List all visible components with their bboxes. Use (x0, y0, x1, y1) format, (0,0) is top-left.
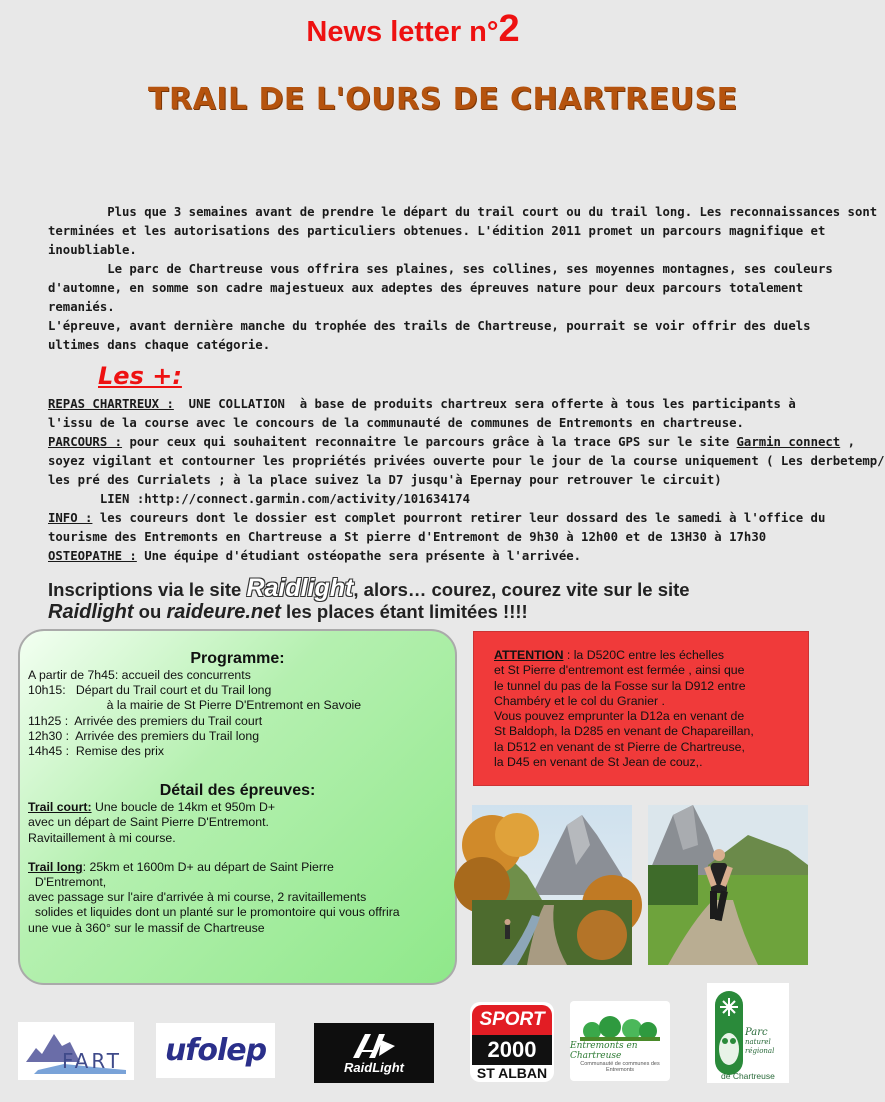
inscriptions-text-2: , alors… courez, courez vite sur le site (353, 579, 690, 600)
repas-label: REPAS CHARTREUX : (48, 397, 174, 411)
newsletter-label: News letter n° (306, 16, 499, 48)
trail-long-text: : 25km et 1600m D+ au départ de Saint Pierre (82, 859, 334, 874)
inscriptions-text-3: les places étant limitées !!!! (280, 601, 528, 622)
sport-number: 2000 (472, 1035, 552, 1065)
intro-line: Plus que 3 semaines avant de prendre le départ du trail court ou du trail long. Les reconnaissances sont (48, 205, 878, 219)
entremonts-logo (570, 1001, 670, 1081)
attention-box (473, 631, 809, 786)
inscriptions-text: Inscriptions via le site (48, 579, 247, 600)
inscriptions-line-2 (48, 601, 528, 624)
info-text: les coureurs dont le dossier est complet pourront retirer leur dossard des le samedi à l'office du (92, 511, 826, 525)
osteo-text: Une équipe d'étudiant ostéopathe sera présente à l'arrivée. (136, 549, 582, 563)
programme-heading: Programme: (190, 650, 285, 667)
intro-line: terminées et les autorisations des particuliers obtenues. L'édition 2011 promet un parcours magnifique et (48, 224, 826, 238)
entremonts-subtitle: Communauté de communes des Entremonts (580, 1061, 660, 1073)
plus-details (48, 395, 885, 566)
parcours-text-end: , (840, 435, 855, 449)
intro-text (48, 203, 877, 355)
inscriptions-or: ou (133, 601, 167, 622)
attention-text: : la D520C entre les échelles (563, 648, 725, 662)
schedule-line: 14h45 : Remise des prix (28, 744, 165, 759)
photo-runner (648, 805, 808, 965)
parc-text-2: naturel (745, 1038, 771, 1046)
parc-text-4: de Chartreuse (721, 1071, 775, 1081)
schedule-line: 10h15: Départ du Trail court et du Trail long (28, 683, 272, 698)
osteo-label: OSTEOPATHE : (48, 549, 137, 563)
newsletter-number: 2 (498, 8, 520, 50)
schedule-line: 11h25 : Arrivée des premiers du Trail court (28, 713, 263, 728)
intro-line: Le parc de Chartreuse vous offrira ses plaines, ses collines, ses moyennes montagnes, ses couleurs (48, 262, 833, 276)
raidlight-link-big[interactable]: Raidlight (246, 574, 354, 602)
les-plus-heading: Les +: (98, 362, 182, 390)
schedule-line: A partir de 7h45: accueil des concurrents (28, 668, 251, 682)
parcours-text-2: soyez vigilant et contourner les propriétés privées ouverte pour le jour de la course uniquement ( Les derbetemp/ (48, 454, 885, 468)
detail-epreuves (20, 800, 455, 936)
trail-court-text-3: Ravitaillement à mi course. (28, 830, 176, 845)
parc-chartreuse-logo (707, 983, 789, 1083)
trail-court-label: Trail court: (28, 800, 92, 815)
attention-text: Chambéry et le col du Granier . (494, 693, 665, 708)
ufolep-text: ufolep (164, 1033, 267, 1068)
raidlight-link[interactable]: Raidlight (48, 601, 134, 623)
fart-text: FART (62, 1049, 123, 1073)
trail-court-text-2: avec un départ de Saint Pierre D'Entremont. (28, 815, 269, 830)
trail-long-text-2: D'Entremont, (28, 875, 107, 890)
photo-mountain-trail (472, 805, 632, 965)
repas-text-2: l'issu de la course avec le concours de la communauté de communes de Entremonts en chartreuse. (48, 416, 744, 430)
schedule-line: à la mairie de St Pierre D'Entremont en Savoie (28, 698, 362, 713)
trail-court-text: Une boucle de 14km et 950m D+ (91, 800, 276, 815)
trail-long-text-4: solides et liquides dont un planté sur le promontoire qui vous offrira (28, 905, 400, 920)
info-label: INFO : (48, 511, 93, 525)
parcours-text-3: les pré des Currialets ; à la place suivez la D7 jusqu'à Epernay pour retrouver le circuit) (48, 473, 722, 487)
attention-text: la D512 en venant de st Pierre de Chartreuse, (494, 739, 745, 754)
detail-heading: Détail des épreuves: (159, 782, 316, 800)
inscriptions-line-1 (48, 574, 690, 603)
raidlight-logo-text: RaidLight (344, 1059, 404, 1075)
sport-text: SPORT (472, 1005, 552, 1035)
attention-label: ATTENTION (494, 648, 564, 662)
trail-long-text-3: avec passage sur l'aire d'arrivée à mi course, 2 ravitaillements (28, 890, 367, 905)
repas-text: UNE COLLATION à base de produits chartreux sera offerte à tous les participants à (173, 397, 796, 411)
intro-line: L'épreuve, avant dernière manche du trophée des trails de Chartreuse, pourrait se voir offrir des duels (48, 319, 811, 333)
attention-text: Vous pouvez emprunter la D12a en venant de (494, 709, 745, 724)
parc-text-3: régional (745, 1047, 775, 1055)
entremonts-text: Entremonts en Chartreuse (570, 1041, 638, 1061)
event-title: TRAIL DE L'OURS DE CHARTREUSE (148, 82, 738, 117)
attention-text: le tunnel du pas de la Fosse sur la D912 entre (494, 678, 746, 693)
trail-long-label: Trail long (28, 859, 83, 874)
garmin-link-url[interactable]: LIEN :http://connect.garmin.com/activity/101634174 (48, 492, 470, 506)
raidlight-logo (314, 1023, 434, 1083)
intro-line: inoubliable. (48, 243, 137, 257)
attention-text: St Baldoph, la D285 en venant de Chapareillan, (494, 724, 754, 739)
intro-line: d'automne, en somme son cadre majestueux aux adeptes des épreuves nature pour deux parcours totalement (48, 281, 804, 295)
fart-logo (18, 1022, 134, 1080)
raideure-link[interactable]: raideure.net (166, 601, 281, 623)
parcours-text: pour ceux qui souhaitent reconnaitre le parcours grâce à la trace GPS sur le site (122, 435, 737, 449)
intro-line: ultimes dans chaque catégorie. (48, 338, 271, 352)
sport2000-logo (470, 1002, 554, 1082)
newsletter-title (0, 8, 826, 51)
parcours-label: PARCOURS : (48, 435, 123, 449)
schedule-line: 12h30 : Arrivée des premiers du Trail long (28, 728, 260, 743)
intro-line: remaniés. (48, 300, 115, 314)
programme-schedule (20, 668, 455, 759)
attention-text: et St Pierre d'entremont est fermée , ainsi que (494, 663, 745, 678)
programme-box (18, 629, 457, 985)
parc-text: Parc (745, 1027, 768, 1038)
info-text-2: tourisme des Entremonts en Chartreuse a St pierre d'Entremont de 9h30 à 12h00 et de 13H30 à 17h30 (48, 530, 767, 544)
trail-long-text-5: une vue à 360° sur le massif de Chartreuse (28, 920, 265, 935)
ufolep-logo (156, 1023, 275, 1078)
attention-text: la D45 en venant de St Jean de couz,. (494, 755, 703, 770)
st-alban-text: ST ALBAN (476, 1065, 548, 1081)
garmin-connect-link[interactable]: Garmin connect (736, 435, 841, 449)
